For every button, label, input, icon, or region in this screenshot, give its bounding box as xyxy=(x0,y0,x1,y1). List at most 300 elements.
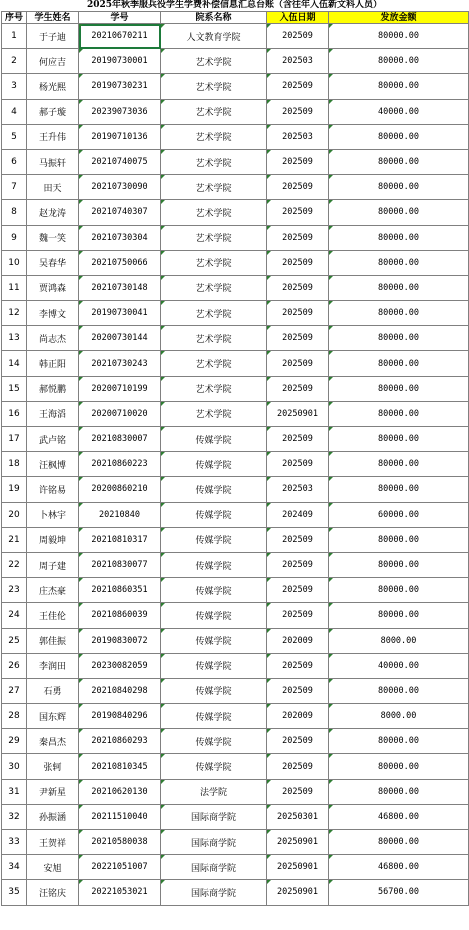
cell-enlist-date[interactable] xyxy=(267,830,329,855)
cell-amount[interactable] xyxy=(329,401,469,426)
cell-comment-marker-icon xyxy=(161,125,165,129)
cell-text: 20200730144 xyxy=(91,333,148,344)
cell-department[interactable] xyxy=(161,376,267,401)
cell-comment-marker-icon xyxy=(161,477,165,481)
cell-comment-marker-icon xyxy=(329,74,333,78)
cell-text: 11 xyxy=(8,282,20,293)
cell-text: 20190730041 xyxy=(91,308,148,319)
cell-text: 18 xyxy=(8,459,20,470)
cell-index[interactable] xyxy=(2,754,27,779)
cell-enlist-date[interactable] xyxy=(267,175,329,200)
cell-enlist-date[interactable] xyxy=(267,704,329,729)
cell-student-id[interactable] xyxy=(79,24,161,49)
cell-index[interactable] xyxy=(2,376,27,401)
cell-amount[interactable] xyxy=(329,326,469,351)
cell-comment-marker-icon xyxy=(329,175,333,179)
cell-comment-marker-icon xyxy=(161,427,165,431)
cell-enlist-date[interactable] xyxy=(267,628,329,653)
cell-student-id[interactable] xyxy=(79,149,161,174)
cell-student-name[interactable] xyxy=(27,24,79,49)
cell-enlist-date[interactable] xyxy=(267,376,329,401)
cell-text: 202503 xyxy=(282,56,313,67)
cell-text: 34 xyxy=(8,862,20,873)
cell-text: 艺术学院 xyxy=(195,57,232,68)
cell-amount[interactable] xyxy=(329,427,469,452)
cell-enlist-date[interactable] xyxy=(267,225,329,250)
cell-index[interactable] xyxy=(2,628,27,653)
cell-department[interactable] xyxy=(161,200,267,225)
cell-index[interactable] xyxy=(2,880,27,905)
cell-department[interactable] xyxy=(161,477,267,502)
cell-student-name[interactable] xyxy=(27,250,79,275)
cell-student-id[interactable] xyxy=(79,502,161,527)
header-amount[interactable]: 发放金额 xyxy=(329,12,469,24)
cell-amount[interactable] xyxy=(329,830,469,855)
cell-text: 20210860351 xyxy=(91,585,148,596)
cell-index[interactable] xyxy=(2,225,27,250)
cell-enlist-date[interactable] xyxy=(267,275,329,300)
cell-student-id[interactable] xyxy=(79,301,161,326)
cell-comment-marker-icon xyxy=(329,276,333,280)
cell-department[interactable] xyxy=(161,552,267,577)
cell-comment-marker-icon xyxy=(161,351,165,355)
cell-student-name[interactable] xyxy=(27,149,79,174)
cell-amount[interactable] xyxy=(329,275,469,300)
cell-student-id[interactable] xyxy=(79,578,161,603)
cell-text: 202509 xyxy=(282,81,313,92)
cell-department[interactable] xyxy=(161,225,267,250)
cell-department[interactable] xyxy=(161,603,267,628)
cell-text: 202509 xyxy=(282,358,313,369)
cell-student-id[interactable] xyxy=(79,678,161,703)
cell-enlist-date[interactable] xyxy=(267,477,329,502)
cell-amount[interactable] xyxy=(329,250,469,275)
cell-text: 8 xyxy=(11,207,17,218)
cell-student-id[interactable] xyxy=(79,250,161,275)
cell-student-id[interactable] xyxy=(79,124,161,149)
cell-student-name[interactable] xyxy=(27,376,79,401)
cell-student-name[interactable] xyxy=(27,628,79,653)
cell-student-id[interactable] xyxy=(79,704,161,729)
cell-text: 艺术学院 xyxy=(195,108,232,119)
cell-text: 传媒学院 xyxy=(195,712,232,723)
cell-department[interactable] xyxy=(161,804,267,829)
cell-department[interactable] xyxy=(161,880,267,905)
cell-text: 贾鸿森 xyxy=(38,284,66,295)
cell-student-id[interactable] xyxy=(79,729,161,754)
cell-index[interactable] xyxy=(2,452,27,477)
cell-text: 艺术学院 xyxy=(195,234,232,245)
header-index[interactable]: 序号 xyxy=(2,12,27,24)
cell-student-name[interactable] xyxy=(27,452,79,477)
cell-comment-marker-icon xyxy=(79,301,83,305)
cell-index[interactable] xyxy=(2,99,27,124)
cell-index[interactable] xyxy=(2,149,27,174)
cell-text: 80000.00 xyxy=(378,685,419,696)
cell-text: 20250901 xyxy=(277,862,318,873)
cell-student-id[interactable] xyxy=(79,527,161,552)
cell-student-id[interactable] xyxy=(79,779,161,804)
cell-index[interactable] xyxy=(2,855,27,880)
cell-enlist-date[interactable] xyxy=(267,326,329,351)
cell-comment-marker-icon xyxy=(267,855,271,859)
cell-enlist-date[interactable] xyxy=(267,200,329,225)
cell-index[interactable] xyxy=(2,175,27,200)
cell-text: 26 xyxy=(8,660,20,671)
cell-enlist-date[interactable] xyxy=(267,351,329,376)
cell-student-name[interactable] xyxy=(27,678,79,703)
cell-department[interactable] xyxy=(161,124,267,149)
cell-index[interactable] xyxy=(2,275,27,300)
cell-text: 80000.00 xyxy=(378,786,419,797)
cell-enlist-date[interactable] xyxy=(267,804,329,829)
cell-enlist-date[interactable] xyxy=(267,401,329,426)
cell-student-name[interactable] xyxy=(27,653,79,678)
cell-index[interactable] xyxy=(2,729,27,754)
cell-amount[interactable] xyxy=(329,200,469,225)
header-student-name[interactable]: 学生姓名 xyxy=(27,12,79,24)
cell-amount[interactable] xyxy=(329,477,469,502)
cell-comment-marker-icon xyxy=(267,780,271,784)
cell-student-id[interactable] xyxy=(79,830,161,855)
cell-comment-marker-icon xyxy=(267,729,271,733)
header-department[interactable]: 院系名称 xyxy=(161,12,267,24)
table-row xyxy=(2,653,469,678)
cell-index[interactable] xyxy=(2,502,27,527)
cell-amount[interactable] xyxy=(329,704,469,729)
cell-comment-marker-icon xyxy=(79,603,83,607)
table-row xyxy=(2,477,469,502)
cell-department[interactable] xyxy=(161,275,267,300)
cell-enlist-date[interactable] xyxy=(267,855,329,880)
cell-text: 20210860039 xyxy=(91,610,148,621)
table-row xyxy=(2,578,469,603)
cell-comment-marker-icon xyxy=(79,326,83,330)
cell-text: 魏一笑 xyxy=(38,234,66,245)
cell-amount[interactable] xyxy=(329,527,469,552)
cell-amount[interactable] xyxy=(329,301,469,326)
cell-amount[interactable] xyxy=(329,376,469,401)
cell-amount[interactable] xyxy=(329,628,469,653)
cell-amount[interactable] xyxy=(329,74,469,99)
cell-department[interactable] xyxy=(161,427,267,452)
cell-amount[interactable] xyxy=(329,754,469,779)
cell-text: 艺术学院 xyxy=(195,133,232,144)
cell-amount[interactable] xyxy=(329,452,469,477)
table-row xyxy=(2,552,469,577)
cell-student-id[interactable] xyxy=(79,275,161,300)
cell-comment-marker-icon xyxy=(329,679,333,683)
table-row xyxy=(2,401,469,426)
cell-amount[interactable] xyxy=(329,729,469,754)
cell-department[interactable] xyxy=(161,502,267,527)
cell-comment-marker-icon xyxy=(79,427,83,431)
cell-department[interactable] xyxy=(161,175,267,200)
cell-student-name[interactable] xyxy=(27,99,79,124)
cell-text: 郝悦鹏 xyxy=(38,385,66,396)
cell-enlist-date[interactable] xyxy=(267,452,329,477)
cell-student-name[interactable] xyxy=(27,124,79,149)
cell-student-id[interactable] xyxy=(79,74,161,99)
cell-enlist-date[interactable] xyxy=(267,578,329,603)
cell-index[interactable] xyxy=(2,552,27,577)
header-student-id[interactable]: 学号 xyxy=(79,12,161,24)
cell-student-id[interactable] xyxy=(79,351,161,376)
cell-student-name[interactable] xyxy=(27,351,79,376)
cell-enlist-date[interactable] xyxy=(267,24,329,49)
cell-department[interactable] xyxy=(161,754,267,779)
cell-text: 李博文 xyxy=(38,309,66,320)
cell-amount[interactable] xyxy=(329,880,469,905)
cell-student-id[interactable] xyxy=(79,175,161,200)
cell-amount[interactable] xyxy=(329,175,469,200)
cell-enlist-date[interactable] xyxy=(267,552,329,577)
cell-text: 60000.00 xyxy=(378,509,419,520)
cell-amount[interactable] xyxy=(329,49,469,74)
header-enlist-date[interactable]: 入伍日期 xyxy=(267,12,329,24)
cell-student-id[interactable] xyxy=(79,804,161,829)
cell-amount[interactable] xyxy=(329,225,469,250)
cell-enlist-date[interactable] xyxy=(267,678,329,703)
cell-amount[interactable] xyxy=(329,804,469,829)
cell-index[interactable] xyxy=(2,24,27,49)
cell-amount[interactable] xyxy=(329,603,469,628)
cell-index[interactable] xyxy=(2,804,27,829)
cell-enlist-date[interactable] xyxy=(267,149,329,174)
cell-text: 秦昌杰 xyxy=(38,737,66,748)
cell-department[interactable] xyxy=(161,527,267,552)
cell-amount[interactable] xyxy=(329,653,469,678)
cell-student-name[interactable] xyxy=(27,779,79,804)
cell-student-name[interactable] xyxy=(27,74,79,99)
cell-enlist-date[interactable] xyxy=(267,779,329,804)
cell-amount[interactable] xyxy=(329,578,469,603)
cell-enlist-date[interactable] xyxy=(267,653,329,678)
cell-comment-marker-icon xyxy=(161,754,165,758)
cell-student-name[interactable] xyxy=(27,502,79,527)
cell-text: 202509 xyxy=(282,308,313,319)
cell-student-name[interactable] xyxy=(27,49,79,74)
cell-department[interactable] xyxy=(161,74,267,99)
cell-department[interactable] xyxy=(161,24,267,49)
cell-department[interactable] xyxy=(161,678,267,703)
cell-student-name[interactable] xyxy=(27,225,79,250)
cell-comment-marker-icon xyxy=(267,603,271,607)
cell-text: 汪铭庆 xyxy=(38,888,66,899)
table-row xyxy=(2,779,469,804)
cell-text: 传媒学院 xyxy=(195,511,232,522)
cell-text: 20250901 xyxy=(277,837,318,848)
table-row xyxy=(2,880,469,905)
cell-index[interactable] xyxy=(2,678,27,703)
cell-department[interactable] xyxy=(161,855,267,880)
cell-student-id[interactable] xyxy=(79,628,161,653)
cell-text: 20210580038 xyxy=(91,837,148,848)
cell-student-name[interactable] xyxy=(27,527,79,552)
cell-enlist-date[interactable] xyxy=(267,49,329,74)
cell-amount[interactable] xyxy=(329,99,469,124)
cell-text: 艺术学院 xyxy=(195,284,232,295)
cell-index[interactable] xyxy=(2,124,27,149)
cell-comment-marker-icon xyxy=(79,74,83,78)
cell-text: 202509 xyxy=(282,282,313,293)
cell-student-id[interactable] xyxy=(79,477,161,502)
cell-index[interactable] xyxy=(2,351,27,376)
cell-enlist-date[interactable] xyxy=(267,880,329,905)
cell-student-id[interactable] xyxy=(79,376,161,401)
cell-student-name[interactable] xyxy=(27,704,79,729)
cell-enlist-date[interactable] xyxy=(267,124,329,149)
cell-comment-marker-icon xyxy=(267,880,271,884)
cell-student-id[interactable] xyxy=(79,754,161,779)
cell-student-id[interactable] xyxy=(79,653,161,678)
cell-student-id[interactable] xyxy=(79,225,161,250)
cell-student-name[interactable] xyxy=(27,552,79,577)
cell-amount[interactable] xyxy=(329,552,469,577)
cell-text: 22 xyxy=(8,560,20,571)
cell-amount[interactable] xyxy=(329,502,469,527)
cell-comment-marker-icon xyxy=(329,452,333,456)
cell-student-name[interactable] xyxy=(27,275,79,300)
cell-student-name[interactable] xyxy=(27,326,79,351)
cell-department[interactable] xyxy=(161,779,267,804)
cell-comment-marker-icon xyxy=(267,704,271,708)
cell-index[interactable] xyxy=(2,653,27,678)
cell-student-id[interactable] xyxy=(79,49,161,74)
cell-comment-marker-icon xyxy=(329,351,333,355)
cell-department[interactable] xyxy=(161,326,267,351)
cell-amount[interactable] xyxy=(329,678,469,703)
cell-department[interactable] xyxy=(161,452,267,477)
table-row xyxy=(2,527,469,552)
cell-enlist-date[interactable] xyxy=(267,250,329,275)
cell-student-name[interactable] xyxy=(27,754,79,779)
cell-comment-marker-icon xyxy=(267,326,271,330)
cell-student-name[interactable] xyxy=(27,804,79,829)
cell-student-id[interactable] xyxy=(79,427,161,452)
cell-student-id[interactable] xyxy=(79,326,161,351)
cell-student-name[interactable] xyxy=(27,427,79,452)
cell-index[interactable] xyxy=(2,326,27,351)
cell-text: 202509 xyxy=(282,182,313,193)
cell-department[interactable] xyxy=(161,49,267,74)
cell-student-name[interactable] xyxy=(27,578,79,603)
cell-comment-marker-icon xyxy=(161,553,165,557)
cell-department[interactable] xyxy=(161,578,267,603)
cell-comment-marker-icon xyxy=(79,100,83,104)
cell-text: 李润田 xyxy=(38,662,66,673)
cell-student-id[interactable] xyxy=(79,401,161,426)
cell-index[interactable] xyxy=(2,74,27,99)
cell-enlist-date[interactable] xyxy=(267,74,329,99)
cell-student-name[interactable] xyxy=(27,729,79,754)
cell-enlist-date[interactable] xyxy=(267,502,329,527)
cell-enlist-date[interactable] xyxy=(267,729,329,754)
cell-text: 20210830007 xyxy=(91,434,148,445)
table-row xyxy=(2,326,469,351)
cell-student-name[interactable] xyxy=(27,175,79,200)
cell-student-name[interactable] xyxy=(27,855,79,880)
cell-amount[interactable] xyxy=(329,351,469,376)
cell-enlist-date[interactable] xyxy=(267,754,329,779)
cell-comment-marker-icon xyxy=(79,754,83,758)
cell-student-id[interactable] xyxy=(79,99,161,124)
cell-department[interactable] xyxy=(161,401,267,426)
cell-text: 20210810345 xyxy=(91,761,148,772)
cell-student-id[interactable] xyxy=(79,880,161,905)
cell-enlist-date[interactable] xyxy=(267,603,329,628)
cell-student-name[interactable] xyxy=(27,301,79,326)
cell-index[interactable] xyxy=(2,427,27,452)
cell-text: 传媒学院 xyxy=(195,763,232,774)
cell-student-id[interactable] xyxy=(79,855,161,880)
cell-index[interactable] xyxy=(2,200,27,225)
cell-department[interactable] xyxy=(161,628,267,653)
cell-student-id[interactable] xyxy=(79,200,161,225)
cell-index[interactable] xyxy=(2,49,27,74)
cell-index[interactable] xyxy=(2,578,27,603)
cell-department[interactable] xyxy=(161,301,267,326)
cell-index[interactable] xyxy=(2,401,27,426)
cell-department[interactable] xyxy=(161,99,267,124)
cell-enlist-date[interactable] xyxy=(267,301,329,326)
cell-department[interactable] xyxy=(161,830,267,855)
cell-enlist-date[interactable] xyxy=(267,427,329,452)
cell-comment-marker-icon xyxy=(329,427,333,431)
cell-amount[interactable] xyxy=(329,24,469,49)
cell-enlist-date[interactable] xyxy=(267,99,329,124)
cell-department[interactable] xyxy=(161,653,267,678)
cell-student-name[interactable] xyxy=(27,401,79,426)
cell-department[interactable] xyxy=(161,729,267,754)
cell-amount[interactable] xyxy=(329,149,469,174)
cell-index[interactable] xyxy=(2,477,27,502)
cell-comment-marker-icon xyxy=(329,301,333,305)
cell-student-name[interactable] xyxy=(27,603,79,628)
cell-comment-marker-icon xyxy=(161,654,165,658)
cell-amount[interactable] xyxy=(329,779,469,804)
cell-index[interactable] xyxy=(2,830,27,855)
cell-department[interactable] xyxy=(161,149,267,174)
cell-student-name[interactable] xyxy=(27,200,79,225)
cell-index[interactable] xyxy=(2,704,27,729)
cell-index[interactable] xyxy=(2,527,27,552)
cell-student-id[interactable] xyxy=(79,452,161,477)
cell-amount[interactable] xyxy=(329,855,469,880)
cell-student-id[interactable] xyxy=(79,603,161,628)
cell-student-name[interactable] xyxy=(27,477,79,502)
cell-text: 20210740075 xyxy=(91,157,148,168)
cell-text: 艺术学院 xyxy=(195,183,232,194)
cell-student-id[interactable] xyxy=(79,552,161,577)
cell-comment-marker-icon xyxy=(329,251,333,255)
cell-index[interactable] xyxy=(2,779,27,804)
cell-department[interactable] xyxy=(161,704,267,729)
cell-student-name[interactable] xyxy=(27,880,79,905)
cell-text: 安旭 xyxy=(43,863,62,874)
cell-index[interactable] xyxy=(2,603,27,628)
cell-department[interactable] xyxy=(161,351,267,376)
cell-amount[interactable] xyxy=(329,124,469,149)
cell-department[interactable] xyxy=(161,250,267,275)
cell-student-name[interactable] xyxy=(27,830,79,855)
cell-enlist-date[interactable] xyxy=(267,527,329,552)
cell-text: 10 xyxy=(8,257,20,268)
cell-index[interactable] xyxy=(2,250,27,275)
cell-text: 202509 xyxy=(282,736,313,747)
cell-index[interactable] xyxy=(2,301,27,326)
cell-text: 传媒学院 xyxy=(195,662,232,673)
